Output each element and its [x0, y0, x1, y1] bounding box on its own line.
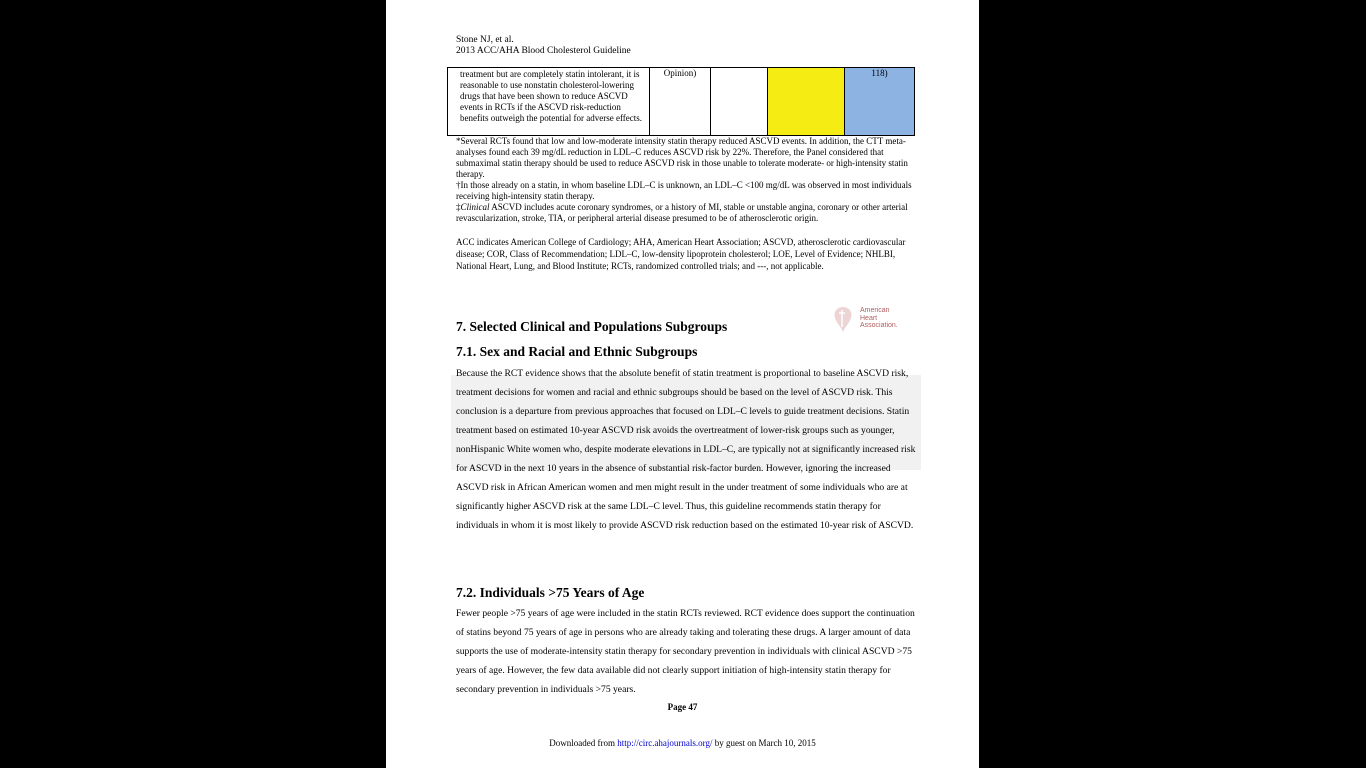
- footnote-3: [456, 202, 918, 224]
- table-row: [448, 68, 915, 136]
- cor-cell: Opinion): [650, 68, 711, 136]
- header-author: Stone NJ, et al.: [456, 35, 514, 45]
- abbreviations-text: ACC indicates American College of Cardiology; AHA, American Heart Association; ASCVD, atherosclerotic cardiovascular disease; COR, Class of Recommendation; LDL–C, low-density lipoprotein cholesterol; LOE, Level of Evidence; NHLBI, National Heart, Lung, and Blood Institute; RCTs, randomized controlled trials; and ---, not applicable.: [456, 237, 906, 271]
- running-header: [456, 35, 631, 57]
- empty-cell: [711, 68, 768, 136]
- section-7-2-body: Fewer people >75 years of age were included in the statin RCTs reviewed. RCT evidence does support the continuation of statins beyond 75 years of age in persons who are already taking and tolerating these drugs. A larger amount of data supports the use of moderate-intensity statin therapy for secondary prevention in individuals with clinical ASCVD >75 years of age. However, the few data available did not clearly support initiation of high-intensity statin therapy for secondary prevention in individuals >75 years.: [456, 608, 915, 695]
- cor-color-cell: [768, 68, 845, 136]
- footnote-3-italic: Clinical: [460, 202, 490, 212]
- section-7-heading: 7. Selected Clinical and Populations Subgroups: [456, 319, 728, 334]
- download-notice: [386, 738, 979, 748]
- footnote-3-text: ASCVD includes acute coronary syndromes, or a history of MI, stable or unstable angina, coronary or other arterial revascularization, stroke, TIA, or peripheral arterial disease presumed to be of atherosclerotic origin.: [456, 202, 908, 223]
- page-number: Page 47: [667, 702, 698, 712]
- logo-line-3: Association.: [860, 322, 898, 329]
- recommendation-cell: treatment but are completely statin intolerant, it is reasonable to use nonstatin cholesterol-lowering drugs that have been shown to reduce ASCVD events in RCTs if the ASCVD risk-reduction benefits outweigh the potential for adverse effects.: [448, 68, 650, 136]
- logo-line-1: American: [860, 307, 890, 314]
- logo-line-2: Heart: [860, 314, 878, 322]
- footnote-2: †In those already on a statin, in whom baseline LDL–C is unknown, an LDL–C <100 mg/dL was observed in most individuals receiving high-intensity statin therapy.: [456, 180, 912, 201]
- journal-link[interactable]: http://circ.ahajournals.org/: [617, 738, 713, 748]
- header-title: 2013 ACC/AHA Blood Cholesterol Guideline: [456, 46, 631, 56]
- reference-cell: 118): [845, 68, 915, 136]
- table-footnotes: [456, 136, 918, 224]
- section-7-1-heading: 7.1. Sex and Racial and Ethnic Subgroups: [456, 344, 698, 359]
- abbreviations-note: [456, 236, 918, 272]
- section-7-1-body: Because the RCT evidence shows that the absolute benefit of statin treatment is proportional to baseline ASCVD risk, treatment decisions for women and racial and ethnic subgroups should be based on the level of ASCVD risk. This conclusion is a departure from previous approaches that focused on LDL–C levels to guide treatment decisions. Statin treatment based on estimated 10-year ASCVD risk avoids the overtreatment of lower-risk groups such as younger, nonHispanic White women who, despite moderate elevations in LDL–C, are typically not at significantly increased risk for ASCVD in the next 10 years in the absence of substantial risk-factor burden. However, ignoring the increased ASCVD risk in African American women and men might result in the under treatment of some individuals who are at significantly higher ASCVD risk at the same LDL–C level. Thus, this guideline recommends statin therapy for individuals in whom it is most likely to provide ASCVD risk reduction based on the estimated 10-year risk of ASCVD.: [456, 368, 916, 531]
- aha-logo-text: [860, 307, 898, 330]
- download-suffix: by guest on March 10, 2015: [712, 738, 816, 748]
- download-prefix: Downloaded from: [549, 738, 618, 748]
- footnote-3-marker: ‡: [456, 202, 461, 212]
- section-7-2-heading: 7.2. Individuals >75 Years of Age: [456, 585, 645, 600]
- document-page: [386, 0, 979, 768]
- footnote-1: *Several RCTs found that low and low-moderate intensity statin therapy reduced ASCVD events. In addition, the CTT meta-analyses found each 39 mg/dL reduction in LDL–C reduces ASCVD risk by 22%. Therefore, the Panel considered that submaximal statin therapy should be used to reduce ASCVD risk in those unable to tolerate moderate- or high-intensity statin therapy.: [456, 136, 908, 179]
- recommendation-table: [447, 67, 915, 136]
